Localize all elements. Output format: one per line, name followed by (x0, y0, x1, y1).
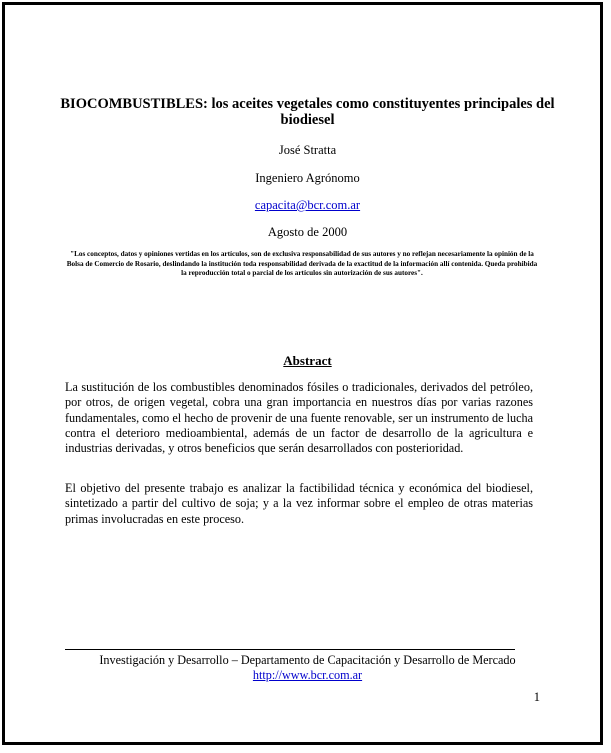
footer-url (45, 668, 570, 683)
footer-url-link[interactable]: http://www.bcr.com.ar (252, 668, 363, 682)
publication-date: Agosto de 2000 (267, 225, 348, 239)
abstract-paragraph-2: El objetivo del presente trabajo es analizar la factibilidad técnica y económica del biodiesel, sintetizado a partir del cultivo de soja; y a la vez informar sobre el empleo de otras materias primas involucradas en este proceso. (65, 481, 533, 526)
footer-department: Investigación y Desarrollo – Departamento de Capacitación y Desarrollo de Mercado (99, 653, 516, 667)
abstract-heading: Abstract (283, 353, 332, 368)
author-name: José Stratta (278, 143, 337, 157)
email-link[interactable]: capacita@bcr.com.ar (254, 198, 361, 212)
author-profession: Ingeniero Agrónomo (255, 171, 360, 185)
page-number: 1 (533, 690, 540, 704)
document-title: BIOCOMBUSTIBLES: los aceites vegetales como constituyentes principales del biodiesel (60, 96, 555, 128)
author-email (45, 198, 570, 213)
document-page (2, 2, 603, 745)
disclaimer-text: "Los conceptos, datos y opiniones vertidas en los artículos, son de exclusiva responsabilidad de sus autores y no reflejan necesariamente la opinión de la Bolsa de Comercio de Rosario, deslindando la institución toda responsabilidad derivada de la exactitud de la información allí contenida. Queda prohibida la reproducción total o parcial de los artículos sin autorización de sus autores". (66, 250, 538, 277)
abstract-paragraph-1: La sustitución de los combustibles denominados fósiles o tradicionales, derivados del petróleo, por otros, de origen vegetal, cobra una gran importancia en nuestros días por varias razones fundamentales, como el hecho de provenir de una fuente renovable, ser un instrumento de lucha contra el deterioro medioambiental, además de un factor de desarrollo de la agricultura e industrias derivadas, y otros beneficios que serán desarrollados con posterioridad. (65, 380, 533, 456)
footer-divider (65, 649, 515, 650)
